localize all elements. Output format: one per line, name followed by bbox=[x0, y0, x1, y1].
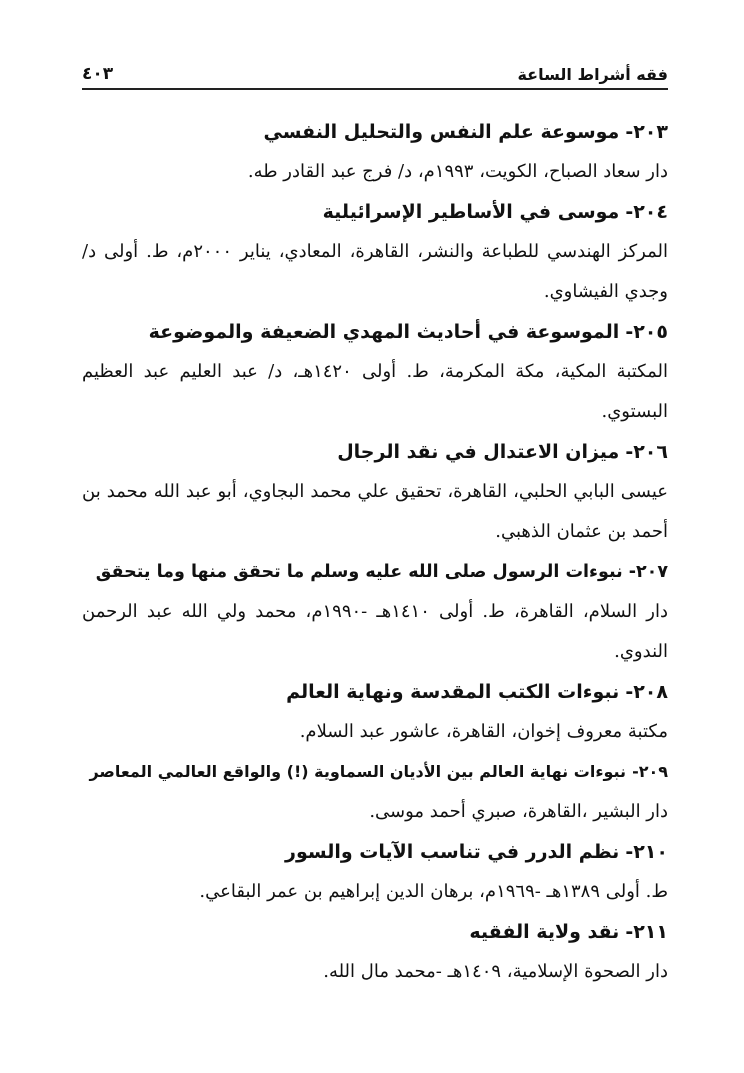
entry-number: ٢٠٨- bbox=[625, 681, 668, 703]
bibliography-entry bbox=[82, 192, 668, 312]
entry-details: مكتبة معروف إخوان، القاهرة، عاشور عبد السلام. bbox=[299, 721, 668, 742]
entry-details: دار سعاد الصباح، الكويت، ١٩٩٣م، د/ فرج عبد القادر طه. bbox=[247, 161, 668, 182]
entry-details: دار الصحوة الإسلامية، ١٤٠٩هـ -محمد مال الله. bbox=[323, 961, 668, 982]
entry-details: المكتبة المكية، مكة المكرمة، ط. أولى ١٤٢٠هـ، د/ عبد العليم عبد العظيم البستوي. bbox=[82, 361, 669, 422]
entry-title bbox=[82, 312, 668, 352]
entry-title bbox=[82, 112, 668, 152]
page-number: ٤٠٣ bbox=[82, 64, 114, 84]
entry-number: ٢٠٩- bbox=[632, 762, 668, 781]
entry-details: دار السلام، القاهرة، ط. أولى ١٤١٠هـ -١٩٩٠م، محمد ولي الله عبد الرحمن الندوي. bbox=[82, 601, 668, 662]
bibliography-entry bbox=[82, 832, 668, 912]
entry-title bbox=[82, 752, 668, 792]
entry-number: ٢٠٣- bbox=[625, 121, 668, 143]
entry-title bbox=[82, 912, 668, 952]
entry-title-text: نظم الدرر في تناسب الآيات والسور bbox=[285, 841, 620, 863]
entry-title-text: الموسوعة في أحاديث المهدي الضعيفة والموضوعة bbox=[148, 321, 620, 343]
entry-details: دار البشير ،القاهرة، صبري أحمد موسى. bbox=[369, 801, 668, 822]
bibliography-entry bbox=[82, 552, 668, 672]
header-divider bbox=[82, 88, 668, 90]
entry-title bbox=[82, 432, 668, 472]
bibliography-entry bbox=[82, 112, 668, 192]
running-header bbox=[82, 58, 668, 84]
entry-number: ٢١٠- bbox=[625, 841, 668, 863]
entry-title-text: نبوءات نهاية العالم بين الأديان السماوية (!) والواقع العالمي المعاصر bbox=[89, 762, 627, 781]
entry-title-text: نبوءات الرسول صلى الله عليه وسلم ما تحقق منها وما يتحقق bbox=[95, 562, 623, 582]
entry-title-text: موسى في الأساطير الإسرائيلية bbox=[322, 201, 620, 223]
entry-title-text: موسوعة علم النفس والتحليل النفسي bbox=[263, 121, 620, 143]
bibliography-entry bbox=[82, 752, 668, 832]
entry-number: ٢٠٥- bbox=[625, 321, 668, 343]
entry-title bbox=[82, 832, 668, 872]
entry-number: ٢١١- bbox=[625, 921, 668, 943]
bibliography-entry bbox=[82, 312, 668, 432]
running-title: فقه أشراط الساعة bbox=[517, 65, 668, 84]
entry-title-text: نبوءات الكتب المقدسة ونهاية العالم bbox=[286, 681, 620, 703]
entry-title bbox=[82, 672, 668, 712]
entry-number: ٢٠٧- bbox=[628, 562, 668, 582]
bibliography-list bbox=[82, 112, 668, 992]
entry-details: ط. أولى ١٣٨٩هـ -١٩٦٩م، برهان الدين إبراهيم بن عمر البقاعي. bbox=[199, 881, 668, 902]
bibliography-entry bbox=[82, 912, 668, 992]
entry-title bbox=[82, 552, 668, 592]
entry-number: ٢٠٤- bbox=[625, 201, 668, 223]
entry-title-text: نقد ولاية الفقيه bbox=[469, 921, 620, 943]
entry-details: المركز الهندسي للطباعة والنشر، القاهرة، المعادي، يناير ٢٠٠٠م، ط. أولى د/ وجدي الفيشاوي. bbox=[82, 241, 668, 302]
bibliography-entry bbox=[82, 672, 668, 752]
entry-title-text: ميزان الاعتدال في نقد الرجال bbox=[337, 441, 620, 463]
entry-number: ٢٠٦- bbox=[625, 441, 668, 463]
entry-details: عيسى البابي الحلبي، القاهرة، تحقيق علي محمد البجاوي، أبو عبد الله محمد بن أحمد بن عثمان الذهبي. bbox=[82, 481, 668, 542]
bibliography-entry bbox=[82, 432, 668, 552]
entry-title bbox=[82, 192, 668, 232]
